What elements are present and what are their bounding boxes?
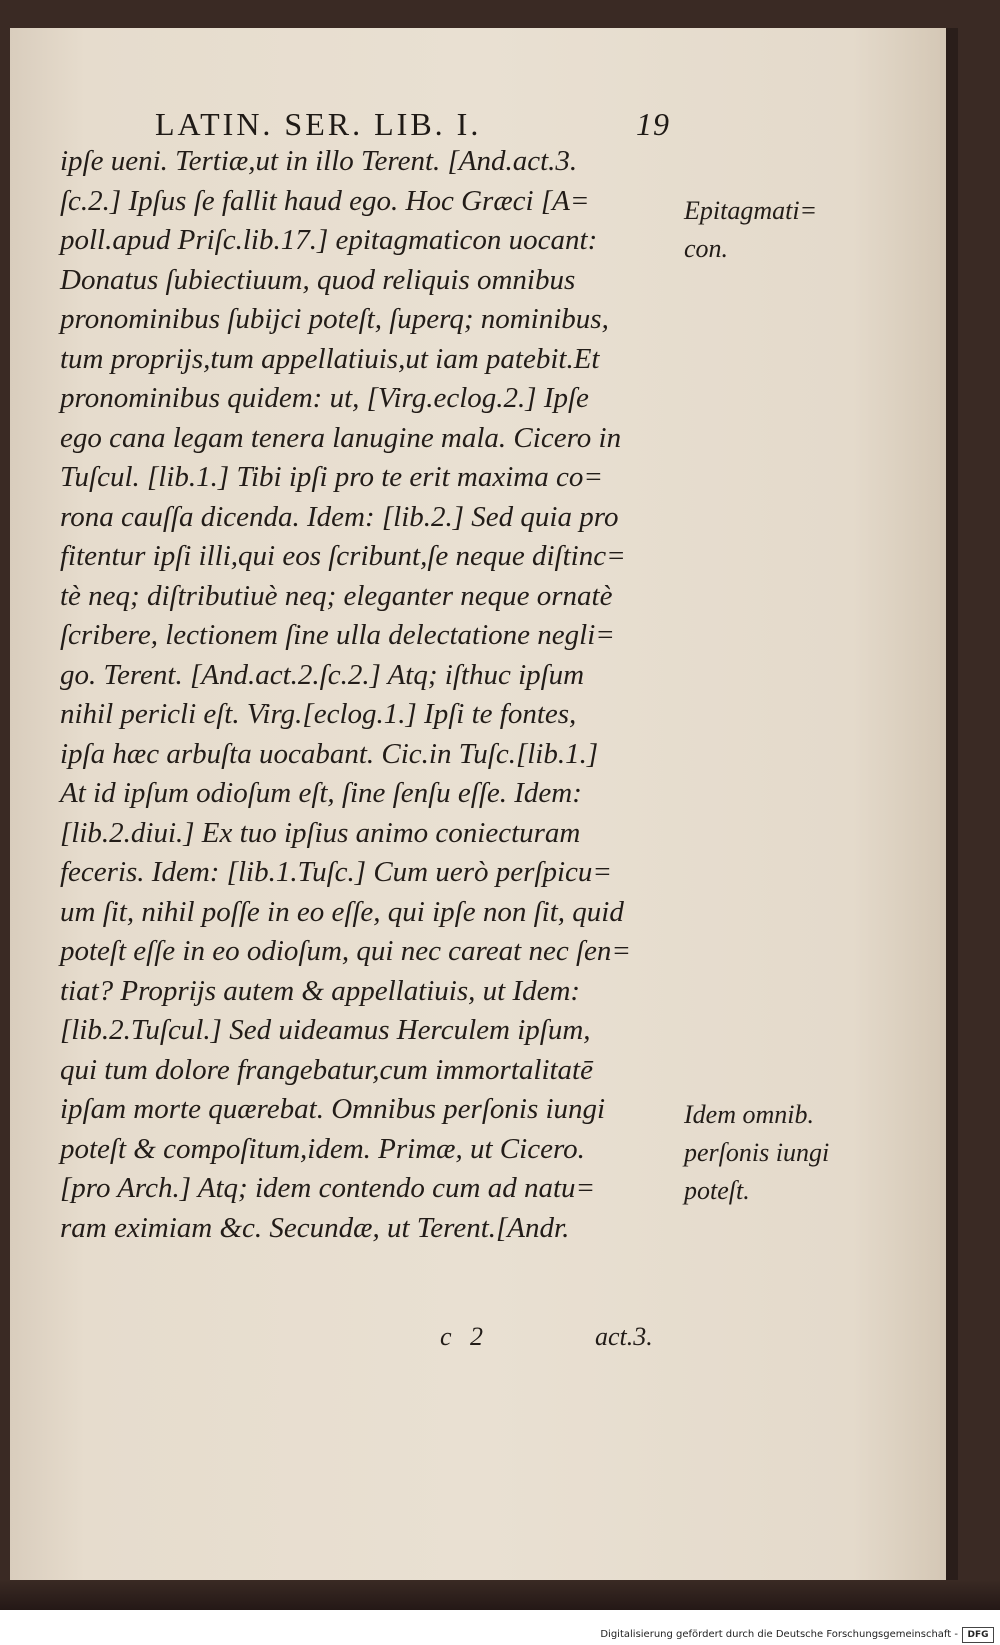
text-line: ipſam morte quærebat. Omnibus perſonis iungi (60, 1093, 606, 1125)
text-line: ram eximiam &c. Secundæ, ut Terent.[Andr. (60, 1211, 570, 1244)
text-line: tiat? Proprijs autem & appellatiuis, ut Idem: (60, 974, 581, 1007)
margin-note-epitagmaticon (684, 192, 854, 268)
text-line: poteſt & compoſitum,idem. Primæ, ut Cicero. (60, 1132, 585, 1165)
text-line: [lib.2.diui.] Ex tuo ipſius animo coniecturam (60, 816, 581, 849)
text-line: Tuſcul. [lib.1.] Tibi ipſi pro te erit maxima co= (60, 461, 603, 493)
body-text (60, 142, 670, 1248)
margin-note-line: perſonis iungi (684, 1138, 830, 1167)
running-head (60, 106, 670, 146)
text-line: tum proprijs,tum appellatiuis,ut iam patebit.Et (60, 342, 600, 375)
text-line: poll.apud Priſc.lib.17.] epitagmaticon uocant: (60, 224, 598, 256)
text-line: fitentur ipſi illi,qui eos ſcribunt,ſe neque diſtinc= (60, 540, 626, 572)
text-line: [lib.2.Tuſcul.] Sed uideamus Herculem ipſum, (60, 1014, 591, 1046)
running-head-title: LATIN. SER. LIB. I. (155, 106, 482, 142)
margin-note-line: con. (684, 234, 729, 263)
text-line: ipſe ueni. Tertiæ,ut in illo Terent. [And.act.3. (60, 145, 578, 177)
text-line: rona cauſſa dicenda. Idem: [lib.2.] Sed quia pro (60, 500, 619, 533)
margin-note-line: poteſt. (684, 1176, 750, 1205)
page-number: 19 (636, 106, 670, 142)
text-line: ſc.2.] Ipſus ſe fallit haud ego. Hoc Græci [A= (60, 184, 590, 217)
text-line: feceris. Idem: [lib.1.Tuſc.] Cum uerò perſpicu= (60, 856, 612, 888)
text-line: ipſa hæc arbuſta uocabant. Cic.in Tuſc.[lib.1.] (60, 737, 599, 770)
text-line: ſcribere, lectionem ſine ulla delectatione negli= (60, 619, 615, 651)
footer-credit: Digitalisierung gefördert durch die Deutsche Forschungsgemeinschaft - (600, 1629, 958, 1640)
text-line: Donatus ſubiectiuum, quod reliquis omnibus (60, 263, 576, 296)
catchword: act.3. (595, 1322, 653, 1351)
text-line: poteſt eſſe in eo odioſum, qui nec careat nec ſen= (60, 935, 631, 967)
text-line: um ſit, nihil poſſe in eo eſſe, qui ipſe non ſit, quid (60, 895, 624, 928)
text-line: pronominibus quidem: ut, [Virg.eclog.2.] Ipſe (60, 382, 589, 414)
text-line: [pro Arch.] Atq; idem contendo cum ad natu= (60, 1172, 596, 1204)
text-line: go. Terent. [And.act.2.ſc.2.] Atq; iſthuc ipſum (60, 658, 585, 691)
scan-bottom-edge (0, 1580, 1000, 1610)
dfg-logo: DFG (962, 1627, 994, 1643)
text-line: tè neq; diſtributiuè neq; eleganter neque ornatè (60, 579, 613, 612)
margin-note-line: Epitagmati= (684, 196, 818, 225)
margin-note-line: Idem omnib. (684, 1100, 814, 1129)
signature-mark: c 2 (440, 1322, 490, 1351)
text-line: pronominibus ſubijci poteſt, ſuperq; nominibus, (60, 303, 609, 335)
text-line: At id ipſum odioſum eſt, ſine ſenſu eſſe. Idem: (60, 777, 582, 809)
text-line: ego cana legam tenera lanugine mala. Cicero in (60, 421, 622, 454)
margin-note-idem (684, 1096, 854, 1210)
text-line: nihil pericli eſt. Virg.[eclog.1.] Ipſi te fontes, (60, 698, 577, 730)
text-line: qui tum dolore frangebatur,cum immortalitatē (60, 1053, 593, 1086)
